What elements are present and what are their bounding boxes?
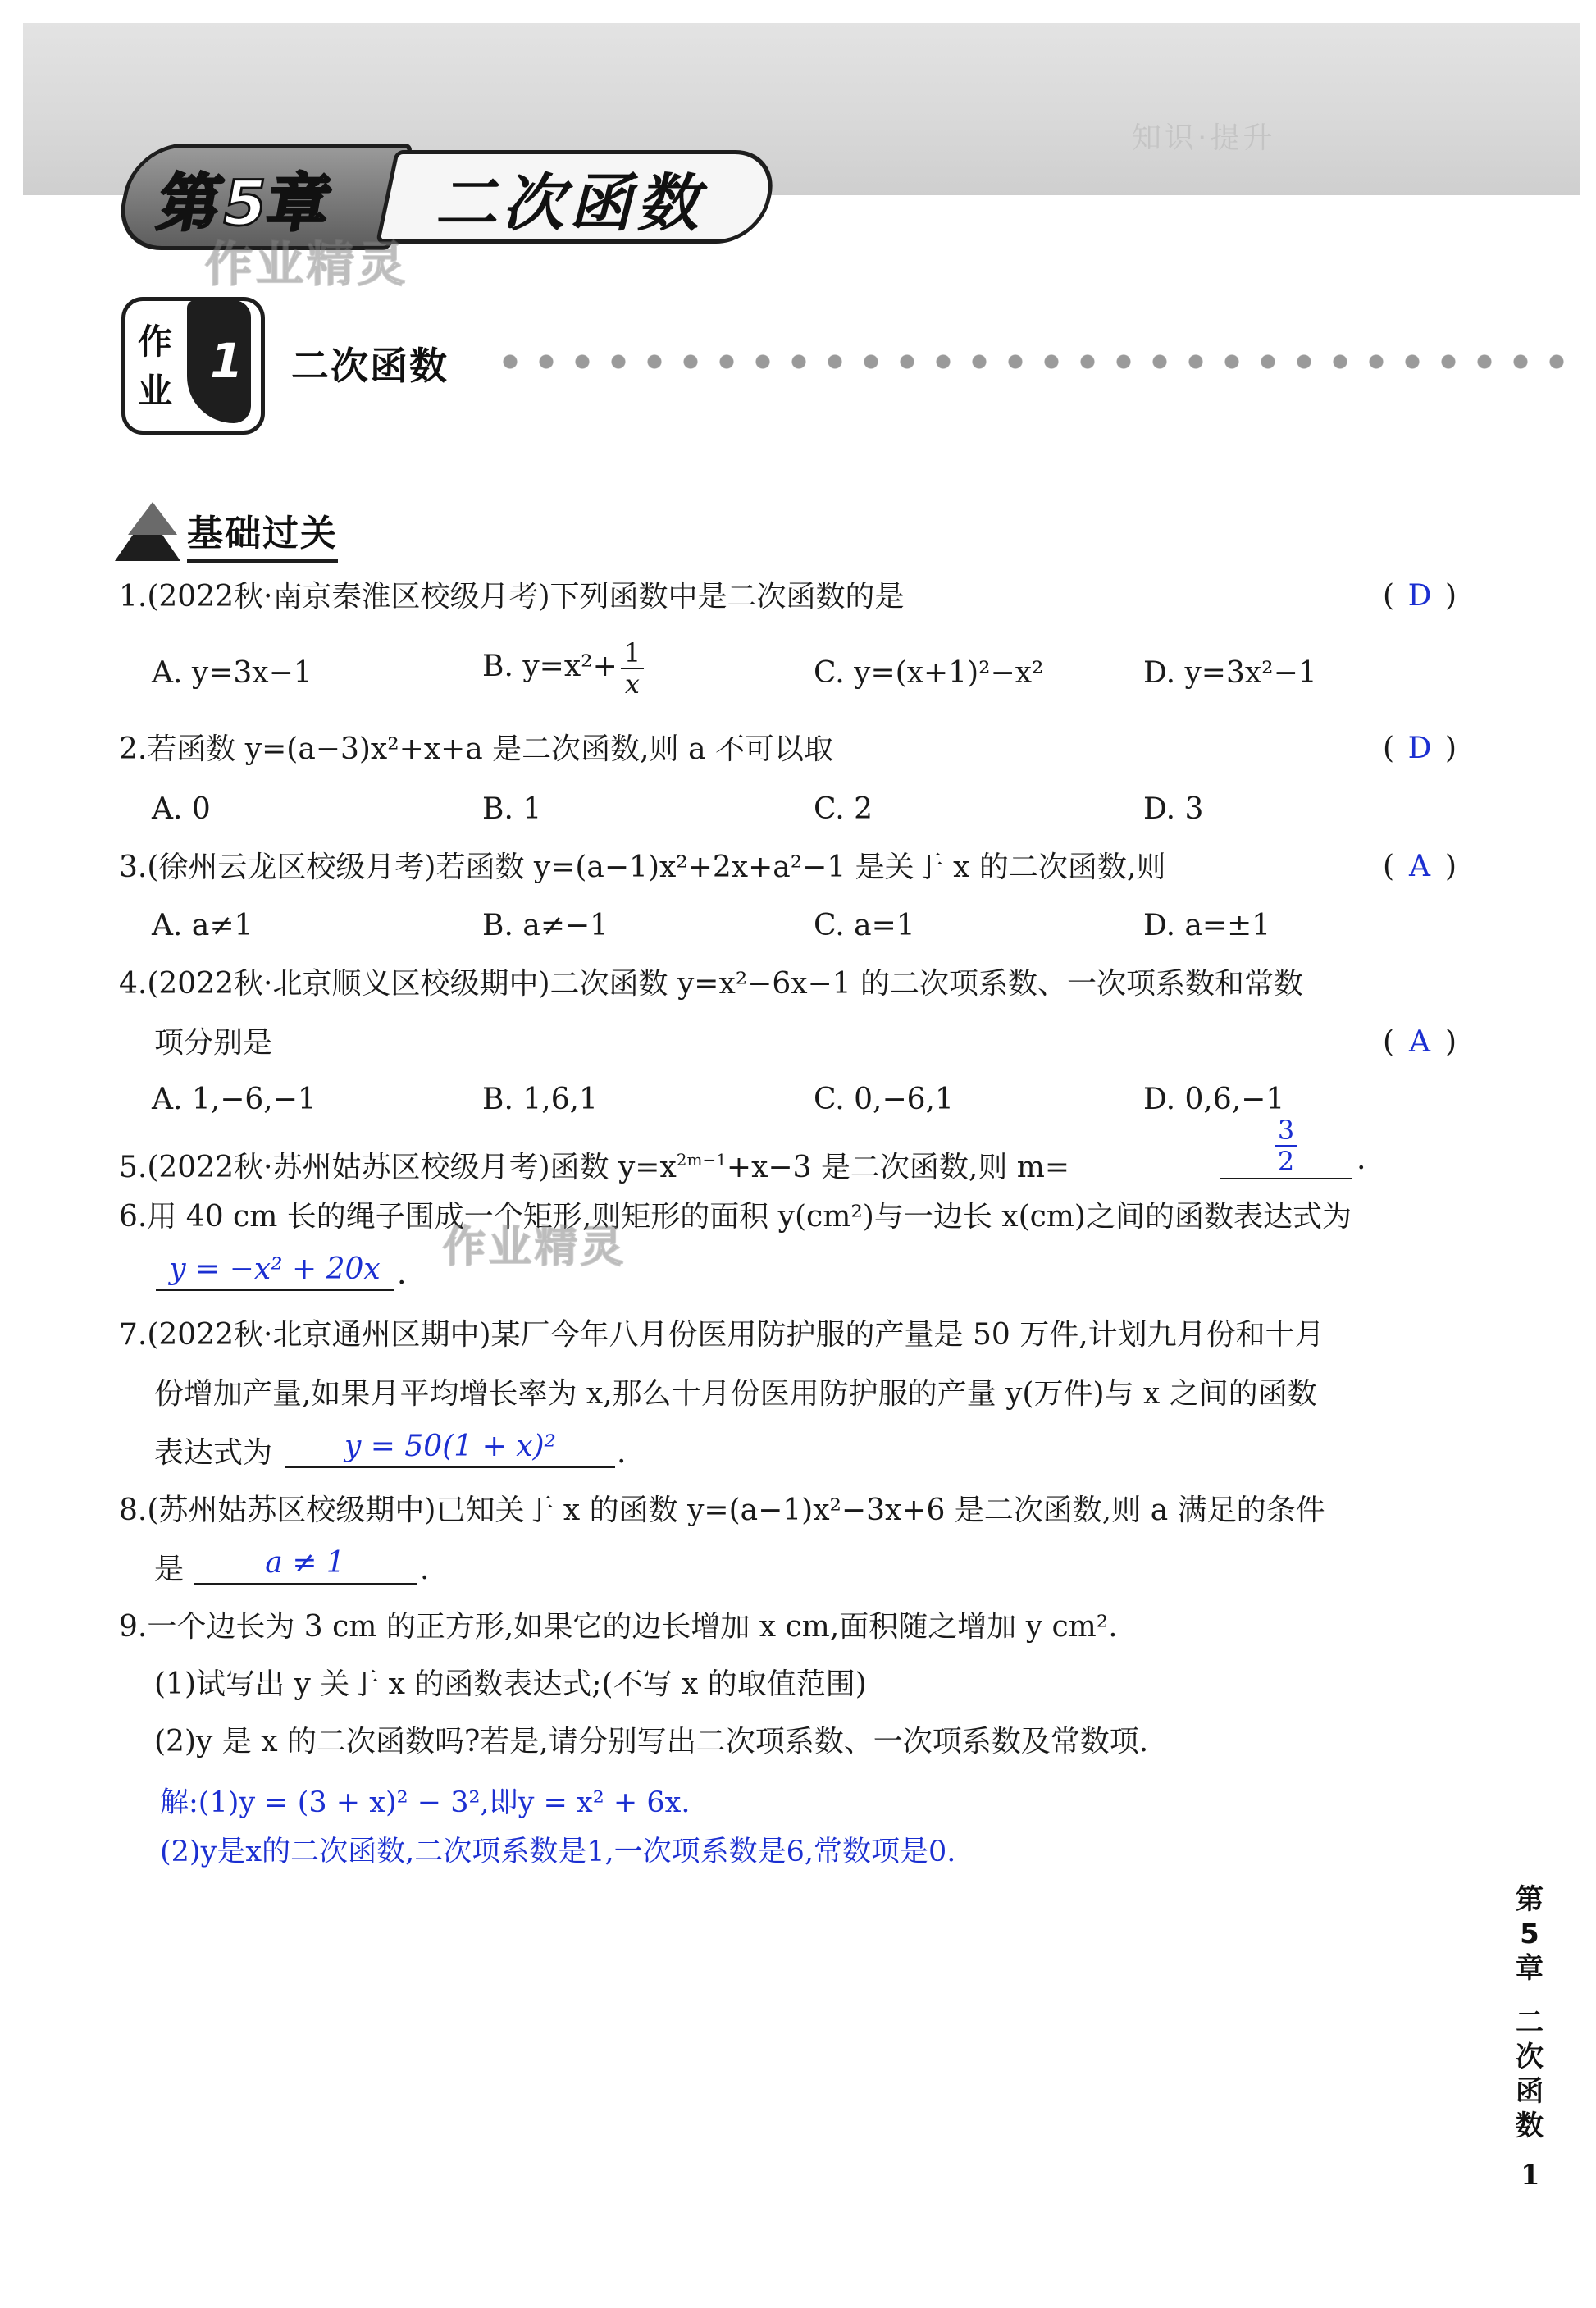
question-3-stem: 3.(徐州云龙区校级月考)若函数 y=(a−1)x²+2x+a²−1 是关于 x 的二次函数,则: [119, 851, 1166, 884]
question-3-option-b: B. a≠−1: [482, 909, 609, 942]
fraction-denominator: 2: [1277, 1146, 1295, 1177]
question-7-stem: 7.(2022秋·北京通州区期中)某厂今年八月份医用防护服的产量是 50 万件,计划九月份和十月: [119, 1318, 1325, 1352]
side-char: 数: [1516, 2110, 1544, 2142]
homework-label-top: 作: [138, 322, 173, 362]
question-9-solution-2: (2)y是x的二次函数,二次项系数是1,一次项系数是6,常数项是0.: [160, 1836, 956, 1868]
question-7-period: .: [617, 1436, 627, 1470]
side-char: 5: [1520, 1918, 1539, 1950]
question-9-part-1: (1)试写出 y 关于 x 的函数表达式;(不写 x 的取值范围): [154, 1667, 867, 1701]
question-2-option-c: C. 2: [814, 792, 873, 826]
dotted-rule: [492, 354, 1583, 369]
question-3-option-c: C. a=1: [814, 909, 915, 942]
side-char: 函: [1516, 2075, 1544, 2108]
question-3-option-a: A. a≠1: [152, 909, 253, 942]
question-4-stem-cont: 项分别是: [154, 1026, 273, 1060]
question-8-answer: a ≠ 1: [265, 1546, 345, 1580]
bracket-open: (: [1383, 732, 1395, 765]
question-6-period: .: [397, 1257, 407, 1291]
question-8-stem: 8.(苏州姑苏区校级期中)已知关于 x 的函数 y=(a−1)x²−3x+6 是二次函数,则 a 满足的条件: [119, 1494, 1325, 1527]
question-4-option-a: A. 1,−6,−1: [152, 1083, 317, 1116]
answer-letter: D: [1407, 579, 1432, 613]
question-7-blank: [285, 1427, 615, 1468]
question-6-blank: [156, 1250, 394, 1291]
question-7-stem-cont-2: 表达式为: [154, 1436, 273, 1470]
question-1-option-b: [482, 637, 647, 700]
answer-letter: D: [1407, 732, 1432, 765]
section-heading: [115, 502, 377, 559]
question-4-answer: [1383, 1025, 1457, 1059]
question-1-stem: 1.(2022秋·南京秦淮区校级月考)下列函数中是二次函数的是: [119, 580, 905, 613]
chapter-label: 第5章: [153, 166, 339, 239]
side-chapter-label: [1509, 1882, 1550, 2143]
homework-title: 二次函数: [291, 344, 449, 388]
fraction-denominator: x: [624, 668, 640, 700]
question-1-option-d: D. y=3x²−1: [1143, 656, 1317, 690]
fraction-numerator: 3: [1275, 1117, 1297, 1147]
question-1-answer: [1383, 579, 1457, 613]
option-b-text: B. y=x²+: [482, 650, 618, 683]
question-8-period: .: [420, 1553, 430, 1586]
question-3-answer: [1383, 850, 1457, 883]
question-2-stem: 2.若函数 y=(a−3)x²+x+a 是二次函数,则 a 不可以取: [119, 732, 833, 766]
fraction: [621, 637, 644, 700]
side-char: 二: [1516, 2006, 1544, 2039]
question-2-option-b: B. 1: [482, 792, 542, 826]
question-8-blank: [194, 1544, 417, 1585]
bracket-open: (: [1383, 579, 1395, 613]
question-4-option-b: B. 1,6,1: [482, 1083, 598, 1116]
page-number: 1: [1521, 2159, 1540, 2192]
question-2-option-d: D. 3: [1143, 792, 1204, 826]
bracket-close: ): [1445, 579, 1457, 613]
question-9-solution-1: 解:(1)y = (3 + x)² − 3²,即y = x² + 6x.: [160, 1786, 691, 1819]
question-5-blank: [1220, 1117, 1352, 1179]
side-char: 章: [1516, 1952, 1544, 1985]
question-9-stem: 9.一个边长为 3 cm 的正方形,如果它的边长增加 x cm,面积随之增加 y cm².: [119, 1610, 1118, 1644]
watermark: 作业精灵: [443, 1223, 627, 1272]
question-5-stem: [119, 1142, 1069, 1186]
question-4-stem: 4.(2022秋·北京顺义区校级期中)二次函数 y=x²−6x−1 的二次项系数、一次项系数和常数: [119, 967, 1304, 1001]
question-2-answer: [1383, 732, 1457, 765]
question-5-stem-tail: +x−3 是二次函数,则 m=: [726, 1151, 1070, 1184]
question-5-answer-fraction: [1275, 1117, 1297, 1175]
bracket-close: ): [1445, 732, 1457, 765]
question-8-stem-cont: 是: [154, 1553, 185, 1586]
homework-badge: [121, 297, 261, 428]
watermark: 作业精灵: [205, 236, 409, 292]
question-5-stem-head: 5.(2022秋·苏州姑苏区校级月考)函数 y=x: [119, 1151, 677, 1184]
bracket-close: ): [1445, 850, 1457, 883]
section-title: 基础过关: [187, 504, 338, 563]
homework-label-bottom: 业: [138, 371, 173, 411]
question-9-part-2: (2)y 是 x 的二次函数吗?若是,请分别写出二次项系数、一次项系数及常数项.: [154, 1725, 1149, 1758]
fraction-numerator: 1: [621, 640, 644, 669]
side-char: 第: [1516, 1883, 1544, 1916]
question-1-option-a: A. y=3x−1: [152, 656, 312, 690]
chapter-title: 二次函数: [435, 166, 704, 239]
question-4-option-d: D. 0,6,−1: [1143, 1083, 1285, 1116]
header-band-text: 知识·提升: [1132, 121, 1276, 155]
homework-number: 1: [210, 333, 244, 389]
bracket-open: (: [1383, 1025, 1395, 1059]
answer-letter: A: [1409, 1025, 1431, 1059]
question-5-period: .: [1357, 1143, 1366, 1176]
answer-letter: A: [1409, 850, 1431, 883]
question-2-option-a: A. 0: [152, 792, 211, 826]
question-6-stem: 6.用 40 cm 长的绳子围成一个矩形,则矩形的面积 y(cm²)与一边长 x(cm)之间的函数表达式为: [119, 1200, 1352, 1234]
bracket-close: ): [1445, 1025, 1457, 1059]
mountain-peak-icon: [128, 502, 177, 535]
question-6-answer: y = −x² + 20x: [169, 1252, 381, 1286]
bracket-open: (: [1383, 850, 1395, 883]
question-4-option-c: C. 0,−6,1: [814, 1083, 954, 1116]
side-gap: [1509, 1986, 1550, 2005]
question-3-option-d: D. a=±1: [1143, 909, 1271, 942]
question-7-stem-cont: 份增加产量,如果月平均增长率为 x,那么十月份医用防护服的产量 y(万件)与 x 之间的函数: [154, 1377, 1317, 1411]
side-char: 次: [1516, 2041, 1544, 2073]
question-1-option-c: C. y=(x+1)²−x²: [814, 656, 1044, 690]
question-7-answer: y = 50(1 + x)²: [344, 1430, 556, 1463]
question-5-exponent: 2m−1: [676, 1150, 727, 1170]
